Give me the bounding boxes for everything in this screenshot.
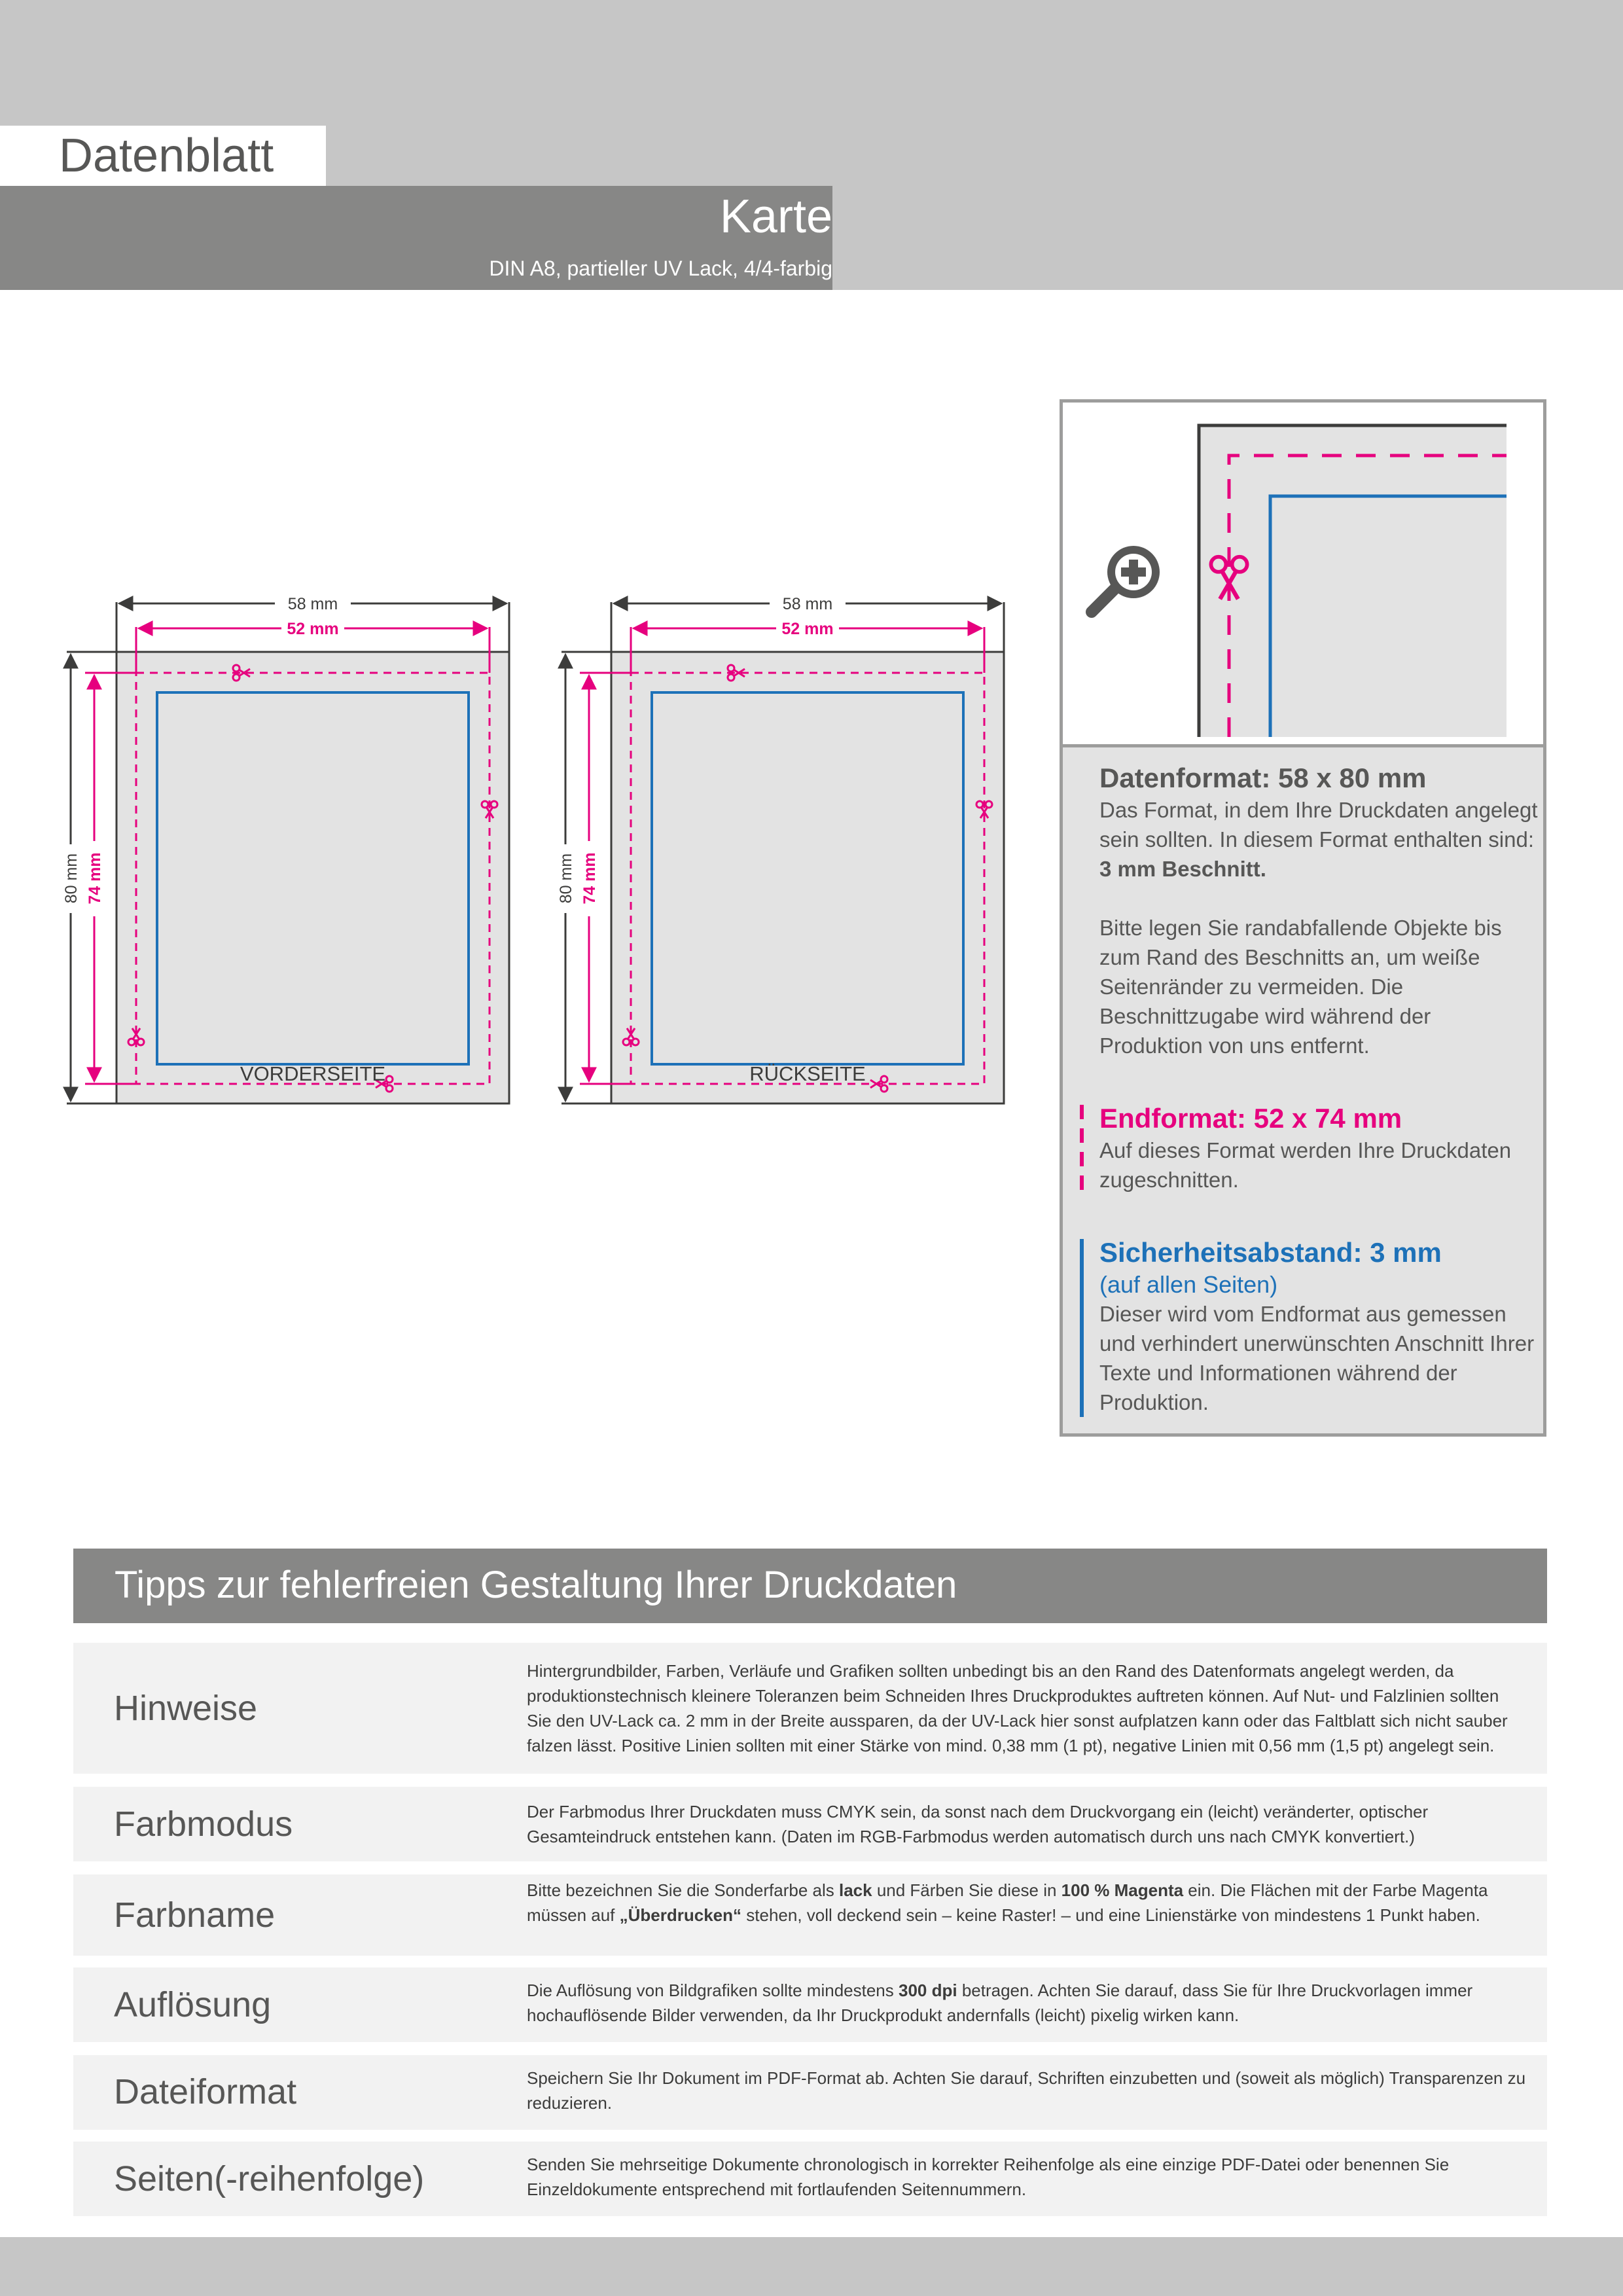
safe-margin-subheading: (auf allen Seiten) — [1099, 1271, 1278, 1298]
tip-text-segment: Bitte bezeichnen Sie die Sonderfarbe als — [527, 1880, 839, 1900]
tip-row-dateiformat — [73, 2055, 1547, 2130]
corner-sheet — [1199, 425, 1507, 737]
endformat-block — [1099, 1102, 1538, 1194]
tip-text-segment: Hintergrundbilder, Farben, Verläufe und Grafiken sollten unbedingt bis an den Rand des Datenformats angelegt werden, da produktionstechnisch kleinere Toleranzen beim Schneiden Ihres Druckproduktes auftreten können. Auf Nut- und Falzlinien sollten Sie den UV-Lack ca. 2 mm in der Breite aussparen, da der UV-Lack hier sonst aufplatzen kann oder das Faltblatt sich nicht sauber falzen lässt. Positive Linien sollten mit einer Stärke von mind. 0,38 mm (1 pt), negative Linien mit 0,56 mm (1,5 pt) angelegt sein. — [527, 1661, 1508, 1755]
tip-text-bold: 300 dpi — [899, 1981, 957, 2000]
tip-label: Seiten(-reihenfolge) — [114, 2159, 425, 2198]
footer-band — [0, 2237, 1623, 2296]
zoom-detail-graphic — [1063, 403, 1543, 744]
tip-text-segment: Senden Sie mehrseitige Dokumente chronologisch in korrekter Reihenfolge als eine einzige PDF-Datei oder benennen Sie Einzeldokumente entsprechend mit fortlaufenden Seitennummern. — [527, 2155, 1450, 2199]
datenformat-text-bold: 3 mm Beschnitt. — [1099, 857, 1266, 881]
tips-title: Tipps zur fehlerfreien Gestaltung Ihrer Druckdaten — [115, 1564, 957, 1606]
safe-margin-text: Dieser wird vom Endformat aus gemessen und verhindert unerwünschten Anschnitt Ihrer Texte und Informationen während der Produktion. — [1099, 1302, 1535, 1414]
front-width-inner: 52 mm — [287, 620, 339, 638]
tip-text — [527, 1659, 1528, 1758]
tip-text-segment: Speichern Sie Ihr Dokument im PDF-Format ab. Achten Sie darauf, Schriften einzubetten und (soweit als möglich) Transparenzen zu reduzieren. — [527, 2068, 1526, 2113]
endformat-heading: Endformat: 52 x 74 mm — [1099, 1103, 1402, 1134]
datenformat-text-2: Bitte legen Sie randabfallende Objekte bis zum Rand des Beschnitts an, um weiße Seitenränder zu vermeiden. Die Beschnittzugabe wird während der Produktion von uns entfernt. — [1099, 916, 1502, 1058]
tip-text — [527, 2152, 1528, 2202]
tip-row-hinweise — [73, 1643, 1547, 1774]
back-width-outer: 58 mm — [782, 595, 833, 613]
tip-text-segment: Der Farbmodus Ihrer Druckdaten muss CMYK sein, da sonst nach dem Druckvorgang ein (leicht) veränderter, optischer Gesamteindruck entstehen kann. (Daten im RGB-Farbmodus werden automatisch durch uns nach CMYK konvertiert.) — [527, 1802, 1429, 1846]
front-side-label: VORDERSEITE — [240, 1062, 386, 1085]
front-card-sheet — [116, 652, 509, 1103]
datenformat-heading: Datenformat: 58 x 80 mm — [1099, 762, 1427, 793]
tip-text — [527, 1799, 1528, 1849]
front-width-outer: 58 mm — [287, 595, 338, 613]
tip-text-bold: 100 % Magenta — [1061, 1880, 1184, 1900]
datenformat-text-start: Das Format, in dem Ihre Druckdaten angelegt sein sollten. In diesem Format enthalten sind: — [1099, 798, 1538, 852]
tip-row-aufloesung — [73, 1967, 1547, 2042]
back-width-inner: 52 mm — [781, 620, 834, 638]
tip-row-seiten — [73, 2142, 1547, 2216]
safe-margin-marker — [1080, 1239, 1084, 1417]
datenformat-text — [1099, 795, 1538, 884]
tip-text-bold: „Überdrucken“ — [619, 1905, 742, 1925]
back-side-label: RÜCKSEITE — [749, 1062, 866, 1085]
safe-margin-block — [1099, 1236, 1538, 1417]
product-name: Karte — [719, 190, 832, 243]
tip-text — [527, 2066, 1528, 2115]
tip-text — [527, 1878, 1528, 1928]
back-card — [557, 595, 1004, 1103]
product-spec: DIN A8, partieller UV Lack, 4/4-farbig — [489, 257, 832, 280]
tip-label: Dateiformat — [114, 2072, 297, 2111]
front-height-inner: 74 mm — [86, 852, 104, 905]
back-height-inner: 74 mm — [580, 852, 599, 905]
endformat-text: Auf dieses Format werden Ihre Druckdaten zugeschnitten. — [1099, 1138, 1512, 1192]
tip-text-segment: Die Auflösung von Bildgrafiken sollte mindestens — [527, 1981, 899, 2000]
tip-text-segment: betragen. Achten Sie darauf, dass Sie für Ihre Druckvorlagen immer hochauflösende Bilder verwenden, da Ihr Druckprodukt andernfalls (leicht) pixelig wirken kann. — [527, 1981, 1473, 2025]
zoom-detail — [1063, 403, 1543, 747]
front-height-outer: 80 mm — [62, 853, 80, 904]
tip-text-segment: ein. Die Flächen mit der Farbe Magenta müssen auf — [527, 1880, 1488, 1925]
back-card-sheet — [611, 652, 1004, 1103]
tip-label: Hinweise — [114, 1689, 258, 1728]
front-card — [62, 595, 509, 1103]
tip-label: Auflösung — [114, 1985, 272, 2024]
tip-text — [527, 1978, 1528, 2028]
magnifier-plus-icon — [1092, 546, 1160, 612]
tip-label: Farbname — [114, 1895, 276, 1935]
format-diagram — [0, 563, 1021, 1217]
tip-text-segment: und Färben Sie diese in — [872, 1880, 1061, 1900]
datenformat-block — [1099, 761, 1538, 1060]
doc-title: Datenblatt — [59, 130, 274, 182]
safe-margin-heading: Sicherheitsabstand: 3 mm — [1099, 1237, 1442, 1268]
tip-text-segment: stehen, voll deckend sein – keine Raster! – und eine Linienstärke von mindestens 1 Punkt haben. — [741, 1905, 1480, 1925]
tip-text-bold: lack — [838, 1880, 872, 1900]
endformat-marker — [1080, 1105, 1084, 1191]
tip-row-farbname — [73, 1874, 1547, 1956]
tip-label: Farbmodus — [114, 1804, 293, 1844]
tip-row-farbmodus — [73, 1787, 1547, 1861]
back-height-outer: 80 mm — [557, 853, 575, 904]
